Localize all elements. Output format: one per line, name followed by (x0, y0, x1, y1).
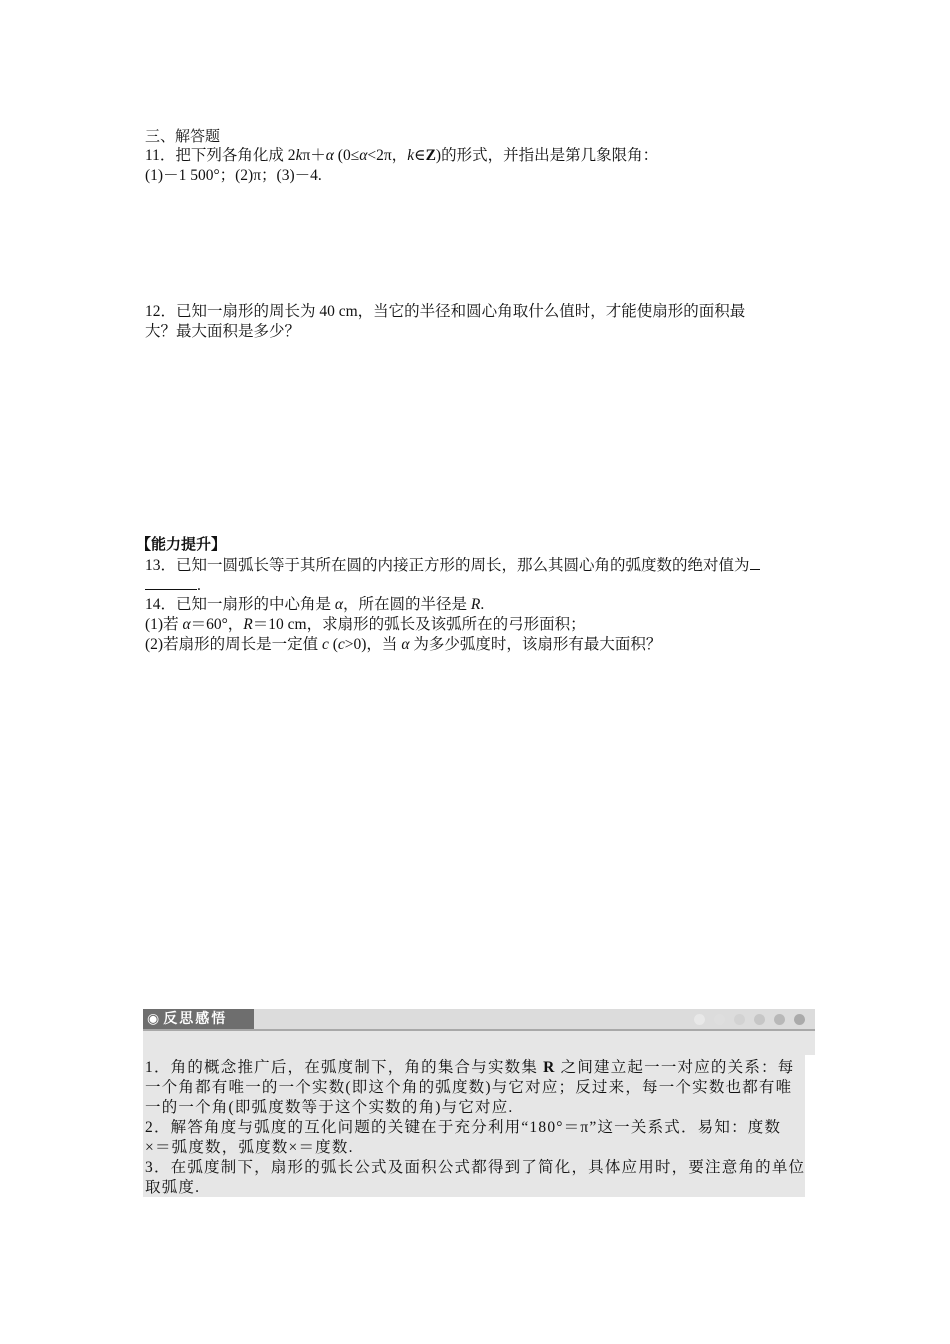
dot-icon (794, 1014, 805, 1025)
answer-blank (750, 555, 760, 570)
dot-icon (754, 1014, 765, 1025)
q14-text: >0)，当 (344, 636, 402, 653)
q14-text: ＝10 cm，求扇形的弧长及该弧所在的弓形面积； (252, 616, 586, 633)
question-11-line-1 (145, 146, 658, 166)
reflection-spacer (143, 1031, 815, 1055)
question-13-line-2 (145, 575, 201, 596)
q14-text: ＝60°， (190, 616, 244, 633)
q11-text: ∈ (414, 147, 426, 164)
reflection-header-bar (143, 1009, 815, 1031)
q14-var-alpha: α (401, 636, 410, 653)
reflection-title: 反思感悟 (163, 1011, 228, 1027)
q11-var-k: k (295, 147, 303, 164)
q14-text: (2)若扇形的周长是一定值 (145, 636, 322, 653)
target-icon: ◉ (147, 1011, 160, 1027)
reflection-point-3-line-1: 3．在弧度制下，扇形的弧长公式及面积公式都得到了简化，具体应用时，要注意角的单位 (145, 1159, 806, 1176)
reflection-tag (143, 1009, 254, 1029)
reflection-body (143, 1055, 805, 1197)
q14-text: 为多少弧度时，该扇形有最大面积？ (409, 636, 662, 653)
ability-heading: 【能力提升】 (136, 535, 227, 553)
q11-var-alpha: α (359, 147, 368, 164)
reflection-text: 之间建立起一一对应的关系：每 (555, 1059, 795, 1076)
q14-text: ( (328, 636, 338, 653)
q14-var-alpha: α (182, 616, 191, 633)
reflection-point-1-line-1 (145, 1058, 794, 1078)
q13-text: 13．已知一圆弧长等于其所在圆的内接正方形的周长，那么其圆心角的弧度数的绝对值为 (145, 557, 750, 574)
q14-text: 14．已知一扇形的中心角是 (145, 596, 335, 613)
q14-var-c: c (337, 636, 345, 653)
question-14-line-2 (145, 615, 586, 635)
q11-text: <2π， (367, 147, 408, 164)
q11-var-alpha: α (325, 147, 334, 164)
reflection-point-2-line-2: ×＝弧度数，弧度数×＝度数. (145, 1139, 354, 1156)
q14-text: . (480, 596, 485, 613)
q13-text: . (197, 577, 201, 594)
reflection-text: 1．角的概念推广后，在弧度制下，角的集合与实数集 (145, 1059, 544, 1076)
reflection-point-3-line-2: 取弧度. (145, 1179, 201, 1196)
question-12-line-2: 大？最大面积是多少？ (145, 323, 301, 340)
question-13-line-1 (145, 555, 760, 576)
reflection-point-1-line-2: 一个角都有唯一的一个实数(即这个角的弧度数)与它对应；反过来，每一个实数也都有唯 (145, 1079, 793, 1096)
question-12-line-1: 12．已知一扇形的周长为 40 cm，当它的半径和圆心角取什么值时，才能使扇形的面积最 (145, 303, 746, 320)
q14-var-alpha: α (334, 596, 344, 613)
question-14-line-3 (145, 635, 661, 655)
q11-text: 11．把下列各角化成 2 (145, 147, 296, 164)
dot-icon (714, 1014, 725, 1025)
reflection-set-r: R (543, 1059, 556, 1076)
q14-text: (1)若 (145, 616, 183, 633)
q14-var-r: R (243, 616, 253, 633)
q11-var-k: k (407, 147, 415, 164)
dot-icon (734, 1014, 745, 1025)
q11-text: π＋ (302, 147, 326, 164)
section-heading: 三、解答题 (145, 127, 221, 145)
q11-set-z: Z (425, 147, 436, 164)
q14-var-c: c (321, 636, 329, 653)
dot-icon (774, 1014, 785, 1025)
reflection-point-1-line-3: 一的一个角(即弧度数等于这个实数的角)与它对应. (145, 1099, 514, 1116)
reflection-point-2-line-1: 2．解答角度与弧度的互化问题的关键在于充分利用“180°＝π”这一关系式．易知：度数 (145, 1119, 782, 1136)
q14-var-r: R (470, 596, 481, 613)
question-14-line-1 (145, 595, 484, 615)
answer-blank (145, 575, 197, 590)
q11-text: (0≤ (333, 147, 360, 164)
dot-icon (694, 1014, 705, 1025)
q11-text: )的形式，并指出是第几象限角： (435, 147, 659, 164)
q14-text: ，所在圆的半径是 (343, 596, 471, 613)
question-11-line-2: (1)－1 500°；(2)π；(3)－4. (145, 167, 322, 184)
decorative-dots (694, 1014, 805, 1025)
